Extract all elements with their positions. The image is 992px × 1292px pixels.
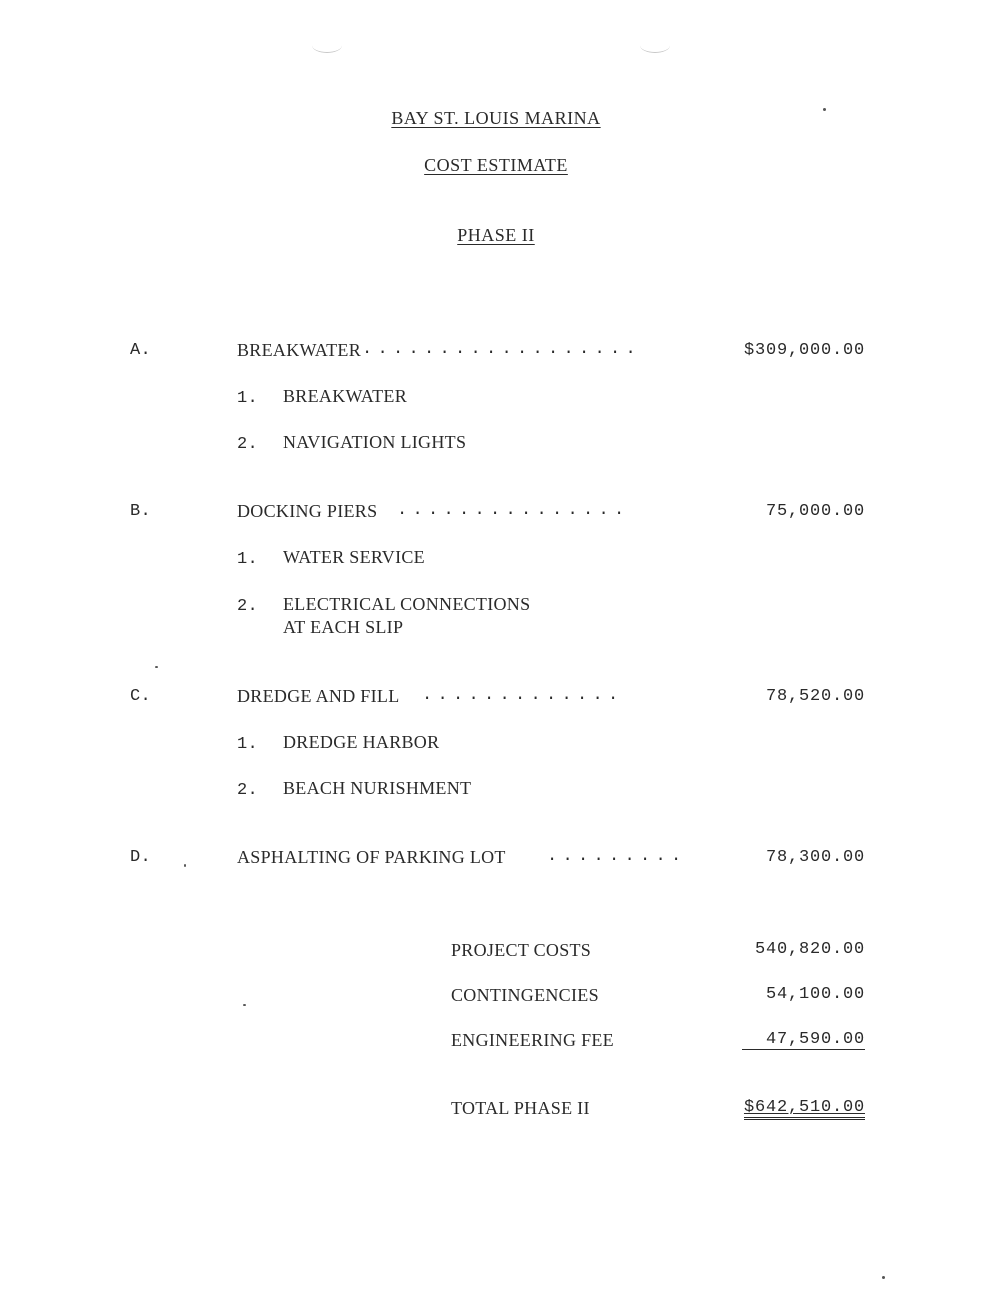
item-label: DREDGE AND FILL xyxy=(237,686,400,706)
item-leader-dots: ............... xyxy=(397,501,630,520)
sub-item-number: 2. xyxy=(237,435,259,454)
sub-item-label: AT EACH SLIP xyxy=(283,617,404,637)
phase-heading-text: PHASE II xyxy=(457,225,535,245)
summary-amount: 47,590.00 xyxy=(742,1030,865,1050)
summary-label: PROJECT COSTS xyxy=(451,940,592,960)
sub-item-label: BREAKWATER xyxy=(283,386,407,406)
sub-item xyxy=(237,547,425,569)
sub-item-continuation xyxy=(283,617,403,638)
item-label: DOCKING PIERS xyxy=(237,501,378,521)
sub-item xyxy=(237,778,471,800)
sub-item-label: WATER SERVICE xyxy=(283,547,425,567)
item-label: ASPHALTING OF PARKING LOT xyxy=(237,847,506,867)
item-leader-dots: ......... xyxy=(547,847,687,866)
sub-item-label: DREDGE HARBOR xyxy=(283,732,440,752)
sub-item-number: 1. xyxy=(237,550,259,569)
scan-speck xyxy=(882,1276,885,1279)
scan-speck xyxy=(243,1004,246,1006)
document-title-text: BAY ST. LOUIS MARINA xyxy=(391,108,601,128)
summary-amount: 54,100.00 xyxy=(765,985,865,1004)
item-amount: 78,300.00 xyxy=(765,848,865,867)
summary-label: CONTINGENCIES xyxy=(451,985,599,1005)
sub-item-number: 1. xyxy=(237,389,259,408)
sub-item-number: 2. xyxy=(237,597,259,616)
sub-item-label: NAVIGATION LIGHTS xyxy=(283,432,467,452)
scan-speck xyxy=(184,864,186,867)
sub-item-label: ELECTRICAL CONNECTIONS xyxy=(283,594,531,614)
sub-item-number: 2. xyxy=(237,781,259,800)
item-amount: 75,000.00 xyxy=(765,502,865,521)
punch-hole-right xyxy=(640,38,670,53)
item-letter: B. xyxy=(130,502,152,521)
item-letter: C. xyxy=(130,687,152,706)
scan-speck xyxy=(155,666,158,668)
punch-hole-left xyxy=(312,38,342,53)
item-letter: A. xyxy=(130,341,152,360)
total-amount: $642,510.00 xyxy=(744,1098,865,1120)
sub-item-number: 1. xyxy=(237,735,259,754)
sub-item-label: BEACH NURISHMENT xyxy=(283,778,472,798)
sub-item xyxy=(237,386,407,408)
item-leader-dots: .................. xyxy=(362,340,642,359)
summary-label: ENGINEERING FEE xyxy=(451,1030,614,1050)
total-label: TOTAL PHASE II xyxy=(451,1098,590,1118)
document-subtitle xyxy=(0,155,992,176)
summary-amount: 540,820.00 xyxy=(754,940,865,959)
phase-heading xyxy=(0,225,992,246)
item-leader-dots: ............. xyxy=(422,686,624,705)
item-amount: $309,000.00 xyxy=(743,341,865,360)
document-subtitle-text: COST ESTIMATE xyxy=(424,155,568,175)
document-title xyxy=(0,108,992,129)
item-label: BREAKWATER xyxy=(237,340,361,360)
sub-item xyxy=(237,432,466,454)
item-amount: 78,520.00 xyxy=(765,687,865,706)
sub-item xyxy=(237,594,530,616)
sub-item xyxy=(237,732,439,754)
item-letter: D. xyxy=(130,848,152,867)
